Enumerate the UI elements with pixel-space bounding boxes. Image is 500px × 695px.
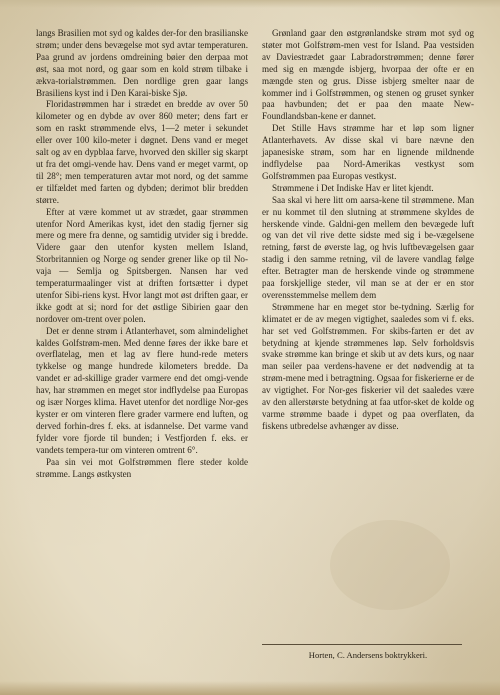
paragraph: Efter at være kommet ut av strædet, gaar strømmen utenfor Nord Amerikas kyst, idet den stadig fjerner sig mere og mere fra denne, og samtidig utvider sig i bredde. Videre gaar den utenfor kysten mellem Island, Storbritannien og Norge og sender grener like op til No-vaja — Semlja og Spitsbergen. Nansen har ved temperaturmaalinger vist at driften fortsætter i dypet utenfor Sibi-riens kyst. Hvor langt mot øst driften gaar, er ikke godt at si; nord for det østlige Sibirien gaar den nordover om-trent over polen. bbox=[36, 206, 248, 324]
paper-stain bbox=[330, 520, 450, 610]
paper-bottom-edge bbox=[0, 681, 500, 695]
paragraph: Grønland gaar den østgrønlandske strøm mot syd og støter mot Golfstrøm-men vest for Island. Paa vestsiden av Daviestrædet gaar Labradorstrømmen; denne fører med sig en mængde isbjerg, hvorpaa der ofte er en mængde sten og grus. Disse isbjerg smelter naar de kommer ind i Golfstrømmen, og stenen og gruset synker paa havbunden; det er paa den maate New-Foundlandsban-kene er dannet. bbox=[262, 28, 474, 122]
paragraph: Paa sin vei mot Golfstrømmen flere steder kolde strømme. Langs østkysten bbox=[36, 456, 248, 479]
paragraph: Floridastrømmen har i strædet en bredde av over 50 kilometer og en dybde av over 860 meter; dens fart er som en raskt strømmende elvs, 1—2 meter i sekundet eller over 100 kilo-meter i døgnet. Dens vand er meget salt og av en dypblaa farve, hvorved den skiller sig skarpt ut fra det omgi-vende hav. Dens vand er meget varmt, op til 28°; men temperaturen avtar mot nord, og det samme er tilfældet med farten og dybden; derimot blir bredden større. bbox=[36, 99, 248, 205]
paragraph: Det Stille Havs strømme har et løp som ligner Atlanterhavets. Av disse skal vi bare nævne den japanesiske strøm, som har en lignende mildnende indflydelse paa Nord-Amerikas vestkyst som Golfstrømmen paa Europas vestkyst. bbox=[262, 123, 474, 181]
paragraph: langs Brasilien mot syd og kaldes der-for den brasilianske strøm; under dens bevægelse mot syd avtar temperaturen. Paa grund av jordens omdreining bøier den derpaa mot øst, saa mot nord, og gaar som en kold strøm tilbake i ækva-torialstrømmen. Den nordlige gren gaar langs Brasiliens kyst ind i Den Karai-biske Sjø. bbox=[36, 28, 248, 98]
paragraph: Saa skal vi here litt om aarsa-kene til strømmene. Man er nu kommet til den slutning at strømmene skyldes de herskende vinde. Galdni-gen mellem den bevægede luft og van det vil rive dette sidste med sig i be-vægelsene retning, først de øverste lag, og hvis luftbevægelsen gaar stadig i den samme retning, vil de lavere vandlag følge efter. Betragter man de herskende vinde og strømmene paa forskjellige steder, vil man se at der er en stor overensstemmelse mellem dem bbox=[262, 194, 474, 300]
paragraph: Det er denne strøm i Atlanterhavet, som almindelighet kaldes Golfstrøm-men. Med denne føres der ikke bare et overflatelag, men et lag av flere hund-rede meters tykkelse og mange hundrede kilometers bredde. Da vandet er ad-skillige grader varmere end det omgi-vende hav, har strømmen en meget stor indflydelse paa Europas og især Norges klima. Havet utenfor det nordlige Nor-ges kyster er om vinteren flere grader varmere end luften, og derved forhin-dres f. eks. at isdannelse. Det varme vand fylder vore fjorde til bunden; i Vestfjorden f. eks. er vandets tempera-tur om vinteren omtrent 6°. bbox=[36, 325, 248, 455]
paragraph: Strømmene i Det Indiske Hav er litet kjendt. bbox=[272, 182, 434, 193]
left-text-column bbox=[36, 28, 248, 480]
paper-top-edge bbox=[0, 0, 500, 8]
imprint-divider bbox=[262, 644, 462, 645]
right-text-column bbox=[262, 28, 474, 433]
paragraph: Strømmene har en meget stor be-tydning. Særlig for klimatet er de av megen vigtighet, saaledes som vi f. eks. har set ved Golfstrømmen. For skibs-farten er det av betydning at kjende strømmenes løp. Selv forholdsvis svake strømme kan bringe et skib ut av dets kurs, og naar man seiler paa verdens-havene er det nødvendig at ta strøm-mene med i betragtning. Ogsaa for fiskerierne er de av vigtighet. For Nor-ges fiskerier vil det saaledes være av den allerstørste betydning at faa utfor-sket de kolde og varme strømme baade i dypet og paa overflaten, da fiskens utbredelse avhænger av disse. bbox=[262, 301, 474, 431]
printer-imprint: Horten, C. Andersens boktrykkeri. bbox=[308, 650, 428, 660]
